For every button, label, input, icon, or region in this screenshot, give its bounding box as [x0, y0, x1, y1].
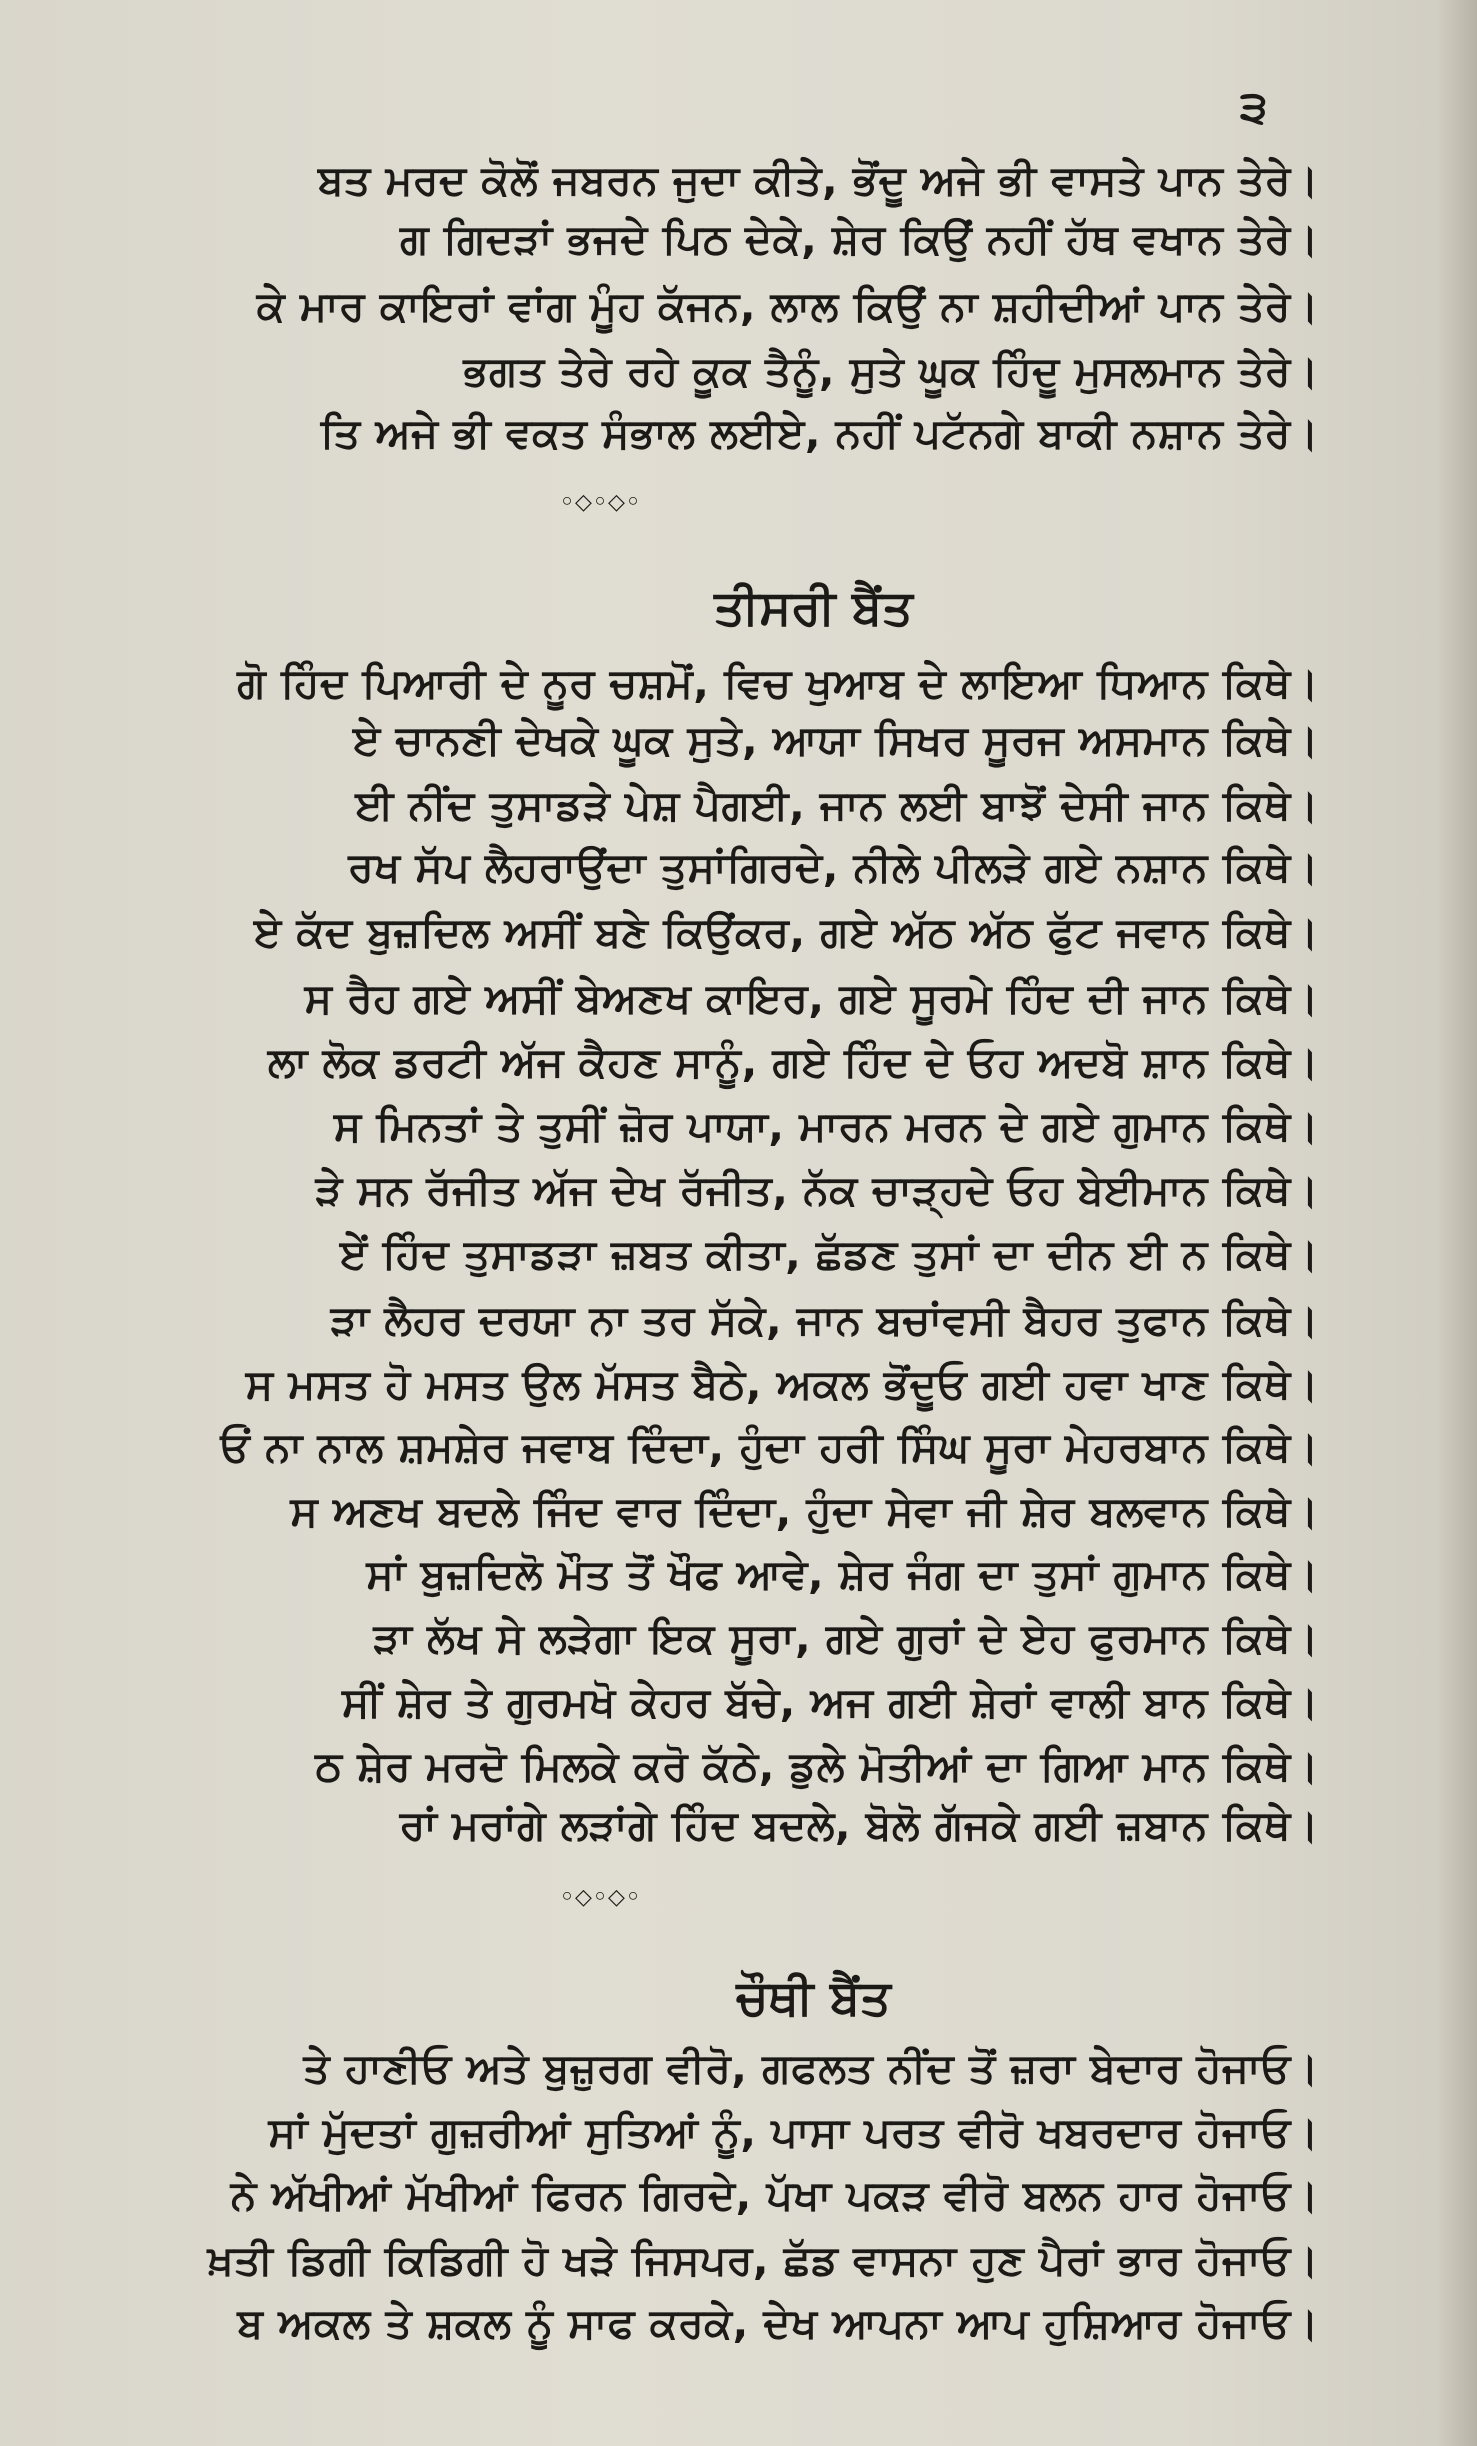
- verse-line: ਸ ਅਣਖ ਬਦਲੇ ਜਿੰਦ ਵਾਰ ਦਿੰਦਾ, ਹੁੰਦਾ ਸੇਵਾ ਜੀ ਸ਼ੇਰ ਬਲਵਾਨ ਕਿਥੇ।: [290, 1487, 1319, 1535]
- verse-line: ਸਾਂ ਮੁੱਦਤਾਂ ਗੁਜ਼ਰੀਆਂ ਸੁਤਿਆਂ ਨੂੰ, ਪਾਸਾ ਪਰਤ ਵੀਰੋ ਖਬਰਦਾਰ ਹੋਜਾਓ।: [268, 2108, 1319, 2156]
- verse-line: ੜਾ ਲੈਹਰ ਦਰਯਾ ਨਾ ਤਰ ਸੱਕੇ, ਜਾਨ ਬਚਾਂਵਸੀ ਬੈਹਰ ਤੁਫਾਨ ਕਿਥੇ।: [330, 1296, 1319, 1344]
- verse-line: ਸ ਮਿਨਤਾਂ ਤੇ ਤੁਸੀਂ ਜ਼ੋਰ ਪਾਯਾ, ਮਾਰਨ ਮਰਨ ਦੇ ਗਏ ਗੁਮਾਨ ਕਿਥੇ।: [333, 1102, 1319, 1150]
- page-edge-shadow: [1437, 0, 1477, 2446]
- verse-line: ਸ ਮਸਤ ਹੋ ਮਸਤ ਉਲ ਮੱਸਤ ਬੈਠੇ, ਅਕਲ ਭੋਂਦੂਓ ਗਈ ਹਵਾ ਖਾਣ ਕਿਥੇ।: [245, 1360, 1319, 1408]
- verse-line: ਨੇ ਅੱਖੀਆਂ ਮੱਖੀਆਂ ਫਿਰਨ ਗਿਰਦੇ, ਪੱਖਾ ਪਕੜ ਵੀਰੋ ਬਲਨ ਹਾਰ ਹੋਜਾਓ।: [230, 2171, 1319, 2219]
- verse-line: ੜਾ ਲੱਖ ਸੇ ਲੜੇਗਾ ਇਕ ਸੂਰਾ, ਗਏ ਗੁਰਾਂ ਦੇ ਏਹ ਫੁਰਮਾਨ ਕਿਥੇ।: [373, 1614, 1319, 1662]
- verse-line: ਸੀਂ ਸ਼ੇਰ ਤੇ ਗੁਰਮਖੋ ਕੇਹਰ ਬੱਚੇ, ਅਜ ਗਈ ਸ਼ੇਰਾਂ ਵਾਲੀ ਬਾਨ ਕਿਥੇ।: [341, 1678, 1319, 1726]
- page-number: ੩: [1240, 82, 1268, 133]
- verse-line: ਕੇ ਮਾਰ ਕਾਇਰਾਂ ਵਾਂਗ ਮੂੰਹ ਕੱਜਨ, ਲਾਲ ਕਿਉਂ ਨਾ ਸ਼ਹੀਦੀਆਂ ਪਾਨ ਤੇਰੇ।: [256, 282, 1319, 330]
- verse-line: ਰਖ ਸੱਪ ਲੈਹਰਾਉਂਦਾ ਤੁਸਾਂਗਿਰਦੇ, ਨੀਲੇ ਪੀਲੜੇ ਗਏ ਨਸ਼ਾਨ ਕਿਥੇ।: [348, 843, 1319, 891]
- verse-line: ਗ ਗਿਦੜਾਂ ਭਜਦੇ ਪਿਠ ਦੇਕੇ, ਸ਼ੇਰ ਕਿਉਂ ਨਹੀਂ ਹੱਥ ਵਖਾਨ ਤੇਰੇ।: [400, 215, 1319, 263]
- section-divider-ornament: ◦◇◦◇◦: [560, 490, 642, 515]
- verse-line: ਭਗਤ ਤੇਰੇ ਰਹੇ ਕੂਕ ਤੈਨੂੰ, ਸੁਤੇ ਘੂਕ ਹਿੰਦੂ ਮੁਸਲਮਾਨ ਤੇਰੇ।: [463, 347, 1319, 395]
- section-heading: ਤੀਸਰੀ ਬੈਂਤ: [714, 580, 913, 636]
- verse-line: ਈ ਨੀਂਦ ਤੁਸਾਡੜੇ ਪੇਸ਼ ਪੈਗਈ, ਜਾਨ ਲਈ ਬਾਝੋਂ ਦੇਸੀ ਜਾਨ ਕਿਥੇ।: [355, 781, 1319, 829]
- verse-line: ਰਾਂ ਮਰਾਂਗੇ ਲੜਾਂਗੇ ਹਿੰਦ ਬਦਲੇ, ਬੋਲੋ ਗੱਜਕੇ ਗਈ ਜ਼ਬਾਨ ਕਿਥੇ।: [399, 1801, 1319, 1849]
- verse-line: ਸ ਰੈਹ ਗਏ ਅਸੀਂ ਬੇਅਣਖ ਕਾਇਰ, ਗਏ ਸੂਰਮੇ ਹਿੰਦ ਦੀ ਜਾਨ ਕਿਥੇ।: [304, 974, 1319, 1022]
- section-divider-ornament: ◦◇◦◇◦: [560, 1885, 642, 1910]
- verse-line: ਏਂ ਹਿੰਦ ਤੁਸਾਡੜਾ ਜ਼ਬਤ ਕੀਤਾ, ਛੱਡਣ ਤੁਸਾਂ ਦਾ ਦੀਨ ਈ ਨ ਕਿਥੇ।: [340, 1230, 1319, 1278]
- verse-line: ਬ ਅਕਲ ਤੇ ਸ਼ਕਲ ਨੂੰ ਸਾਫ ਕਰਕੇ, ਦੇਖ ਆਪਨਾ ਆਪ ਹੁਸ਼ਿਆਰ ਹੋਜਾਓ।: [237, 2299, 1319, 2347]
- verse-line: ਖ਼ਤੀ ਡਿਗੀ ਕਿਡਿਗੀ ਹੋ ਖੜੇ ਜਿਸਪਰ, ਛੱਡ ਵਾਸਨਾ ਹੁਣ ਪੈਰਾਂ ਭਾਰ ਹੋਜਾਓ।: [207, 2236, 1319, 2284]
- verse-line: ਏ ਕੱਦ ਬੁਜ਼ਦਿਲ ਅਸੀਂ ਬਣੇ ਕਿਉਂਕਰ, ਗਏ ਅੱਠ ਅੱਠ ਫੁੱਟ ਜਵਾਨ ਕਿਥੇ।: [253, 908, 1319, 956]
- verse-line: ਤੇ ਹਾਣੀਓ ਅਤੇ ਬੁਜ਼ੁਰਗ ਵੀਰੋ, ਗਫਲਤ ਨੀਂਦ ਤੋਂ ਜ਼ਰਾ ਬੇਦਾਰ ਹੋਜਾਓ।: [303, 2044, 1319, 2092]
- verse-line: ਬਤ ਮਰਦ ਕੋਲੋਂ ਜਬਰਨ ਜੁਦਾ ਕੀਤੇ, ਭੋਂਦੂ ਅਜੇ ਭੀ ਵਾਸਤੇ ਪਾਨ ਤੇਰੇ।: [317, 156, 1319, 204]
- section-heading: ਚੌਥੀ ਬੈਂਤ: [736, 1970, 891, 2026]
- verse-line: ੜੇ ਸਨ ਰੱਜੀਤ ਅੱਜ ਦੇਖ ਰੱਜੀਤ, ਨੱਕ ਚਾੜ੍ਹਦੇ ਓਹ ਬੇਈਮਾਨ ਕਿਥੇ।: [315, 1166, 1319, 1214]
- verse-line: ਠ ਸ਼ੇਰ ਮਰਦੋ ਮਿਲਕੇ ਕਰੋ ਕੱਠੇ, ਡੁਲੇ ਮੋਤੀਆਂ ਦਾ ਗਿਆ ਮਾਨ ਕਿਥੇ।: [315, 1742, 1319, 1790]
- verse-line: ਏ ਚਾਨਣੀ ਦੇਖਕੇ ਘੂਕ ਸੁਤੇ, ਆਯਾ ਸਿਖਰ ਸੂਰਜ ਅਸਮਾਨ ਕਿਥੇ।: [353, 716, 1319, 764]
- verse-line: ਸਾਂ ਬੁਜ਼ਦਿਲੋ ਮੌਤ ਤੋਂ ਖੌਫ ਆਵੇ, ਸ਼ੇਰ ਜੰਗ ਦਾ ਤੁਸਾਂ ਗੁਮਾਨ ਕਿਥੇ।: [366, 1550, 1319, 1598]
- verse-line: ਓਂ ਨਾ ਨਾਲ ਸ਼ਮਸ਼ੇਰ ਜਵਾਬ ਦਿੰਦਾ, ਹੁੰਦਾ ਹਰੀ ਸਿੰਘ ਸੂਰਾ ਮੇਹਰਬਾਨ ਕਿਥੇ।: [220, 1423, 1319, 1471]
- verse-line: ਗੋ ਹਿੰਦ ਪਿਆਰੀ ਦੇ ਨੂਰ ਚਸ਼ਮੋਂ, ਵਿਚ ਖੁਆਬ ਦੇ ਲਾਇਆ ਧਿਆਨ ਕਿਥੇ।: [237, 659, 1319, 707]
- verse-line: ਲਾ ਲੋਕ ਡਰਟੀ ਅੱਜ ਕੈਹਣ ਸਾਨੂੰ, ਗਏ ਹਿੰਦ ਦੇ ਓਹ ਅਦਬੋ ਸ਼ਾਨ ਕਿਥੇ।: [267, 1038, 1319, 1086]
- verse-line: ਤਿ ਅਜੇ ਭੀ ਵਕਤ ਸੰਭਾਲ ਲਈਏ, ਨਹੀਂ ਪਟੱਨਗੇ ਬਾਕੀ ਨਸ਼ਾਨ ਤੇਰੇ।: [320, 409, 1319, 457]
